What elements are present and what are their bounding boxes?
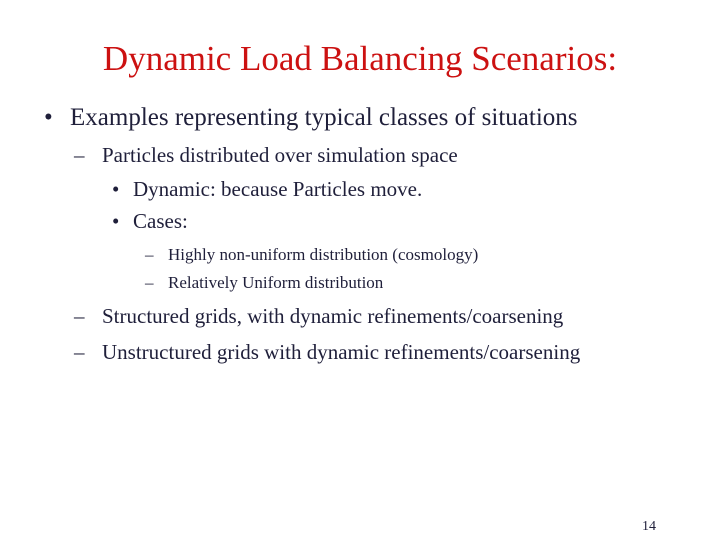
case-item-text: Relatively Uniform distribution (168, 273, 384, 292)
case-item-non-uniform (145, 244, 478, 266)
sub-item-text: Particles distributed over simulation space (102, 143, 458, 167)
dash-marker: – (145, 245, 154, 264)
slide-title: Dynamic Load Balancing Scenarios: (102, 39, 618, 78)
dash-marker: – (74, 143, 85, 167)
bullet-marker: • (112, 209, 120, 233)
bullet-marker: • (44, 104, 53, 131)
dash-marker: – (145, 273, 154, 292)
sub-sub-item-text: Dynamic: because Particles move. (133, 177, 423, 201)
bullet-marker: • (112, 177, 120, 201)
dash-marker: – (74, 304, 85, 328)
bullet-item-examples (44, 102, 578, 134)
case-item-uniform (145, 272, 383, 294)
sub-sub-item-dynamic (112, 175, 422, 203)
sub-item-structured-grids (74, 302, 563, 330)
sub-item-unstructured-grids (74, 338, 580, 366)
sub-item-text: Unstructured grids with dynamic refinements/coarsening (102, 340, 581, 364)
sub-sub-item-cases (112, 207, 188, 235)
dash-marker: – (74, 340, 85, 364)
sub-item-text: Structured grids, with dynamic refinements/coarsening (102, 304, 564, 328)
page-number: 14 (642, 519, 656, 534)
case-item-text: Highly non-uniform distribution (cosmology) (168, 245, 479, 264)
sub-sub-item-text: Cases: (133, 209, 188, 233)
bullet-text: Examples representing typical classes of situations (70, 104, 578, 131)
sub-item-particles (74, 141, 458, 169)
